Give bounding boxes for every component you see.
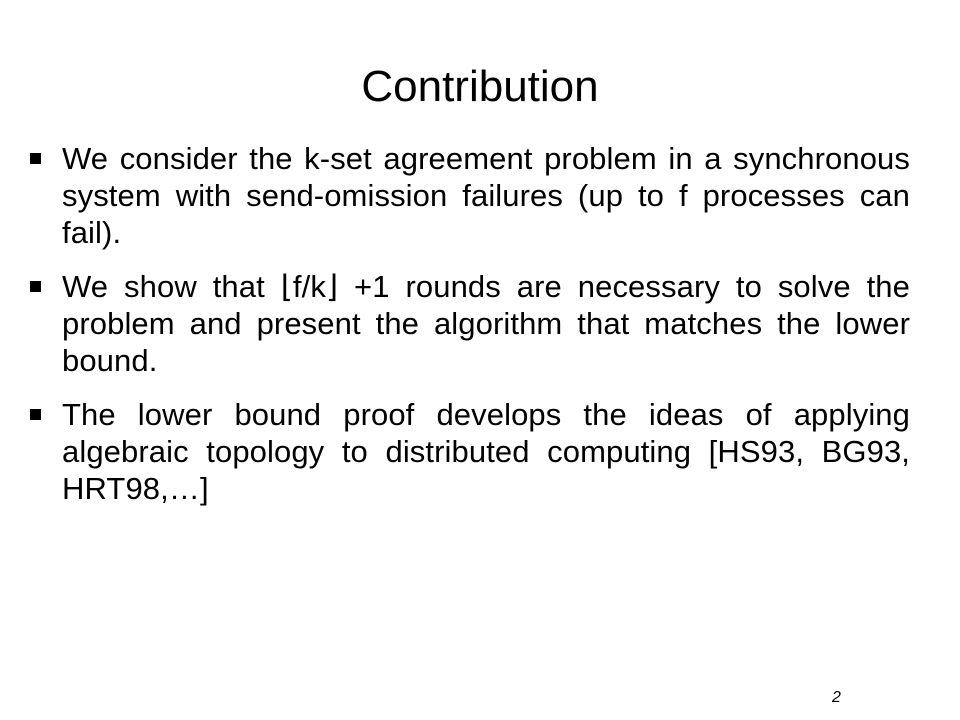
bullet-text: The lower bound proof develops the ideas of applying algebraic topology to distributed computing [HS93, BG93, HRT98,…] [62,397,910,506]
bullet-item [30,140,910,251]
bullet-text: We consider the k-set agreement problem in a synchronous system with send-omission failures (up to f processes can fail). [62,141,910,250]
square-bullet-icon [30,409,41,420]
square-bullet-icon [30,281,41,292]
bullet-text: We show that ⌊f/k⌋ +1 rounds are necessary to solve the problem and present the algorithm that matches the lower bound. [62,269,910,378]
page-number: 2 [832,689,841,706]
square-bullet-icon [30,153,41,164]
bullet-item [30,268,910,379]
bullet-list [30,140,910,524]
slide-title: Contribution [361,62,599,112]
bullet-item [30,396,910,507]
